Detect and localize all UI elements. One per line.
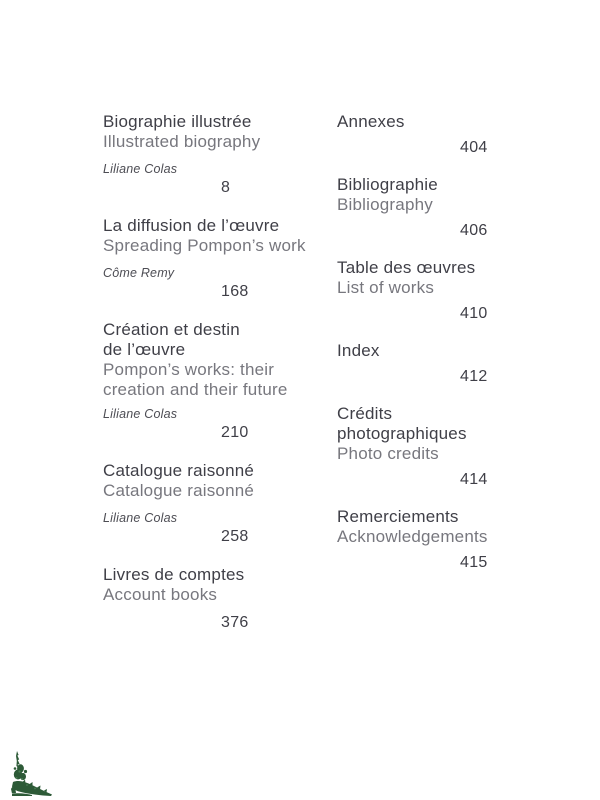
- entry-page-number: 412: [460, 368, 488, 385]
- toc-entry: [103, 461, 313, 546]
- corner-foliage-ornament-icon: [10, 751, 52, 796]
- toc-right-column: [337, 112, 537, 590]
- entry-title-en-line: Account books: [103, 585, 218, 604]
- entry-title-en-line: Pompon’s works: their: [103, 360, 275, 379]
- entry-page-number: 168: [221, 283, 249, 300]
- entry-page-number: 258: [221, 528, 249, 545]
- entry-title-fr-line: de l’œuvre: [103, 340, 186, 359]
- entry-title-en-line: Spreading Pompon’s work: [103, 236, 306, 255]
- toc-entry: [337, 112, 537, 157]
- entry-title-fr-line: La diffusion de l’œuvre: [103, 216, 280, 235]
- entry-author: Liliane Colas: [103, 407, 178, 421]
- entry-title-en-line: Photo credits: [337, 444, 439, 463]
- entry-title-fr-line: photographiques: [337, 424, 467, 443]
- entry-title-en-line: Acknowledgements: [337, 527, 488, 546]
- entry-title-en-line: List of works: [337, 278, 435, 297]
- entry-page-number: 210: [221, 424, 249, 441]
- entry-title-fr-line: Création et destin: [103, 320, 240, 339]
- entry-title-en-line: creation and their future: [103, 380, 288, 399]
- toc-entry: [337, 258, 537, 323]
- entry-author: Côme Remy: [103, 266, 175, 280]
- entry-title-en-line: Bibliography: [337, 195, 433, 214]
- entry-title-fr-line: Crédits: [337, 404, 393, 423]
- entry-page-number: 414: [460, 471, 488, 488]
- toc-entry: [337, 175, 537, 240]
- entry-title-en-line: Catalogue raisonné: [103, 481, 255, 500]
- entry-title-fr-line: Biographie illustrée: [103, 112, 252, 131]
- entry-title-fr-line: Remerciements: [337, 507, 459, 526]
- entry-title-fr-line: Table des œuvres: [337, 258, 476, 277]
- toc-entry: [103, 565, 313, 632]
- entry-author: Liliane Colas: [103, 162, 178, 176]
- toc-entry: [337, 507, 537, 572]
- entry-page-number: 404: [460, 139, 488, 156]
- entry-page-number: 8: [221, 179, 231, 196]
- entry-page-number: 415: [460, 554, 488, 571]
- entry-title-fr-line: Livres de comptes: [103, 565, 245, 584]
- toc-entry: [337, 341, 537, 386]
- entry-title-fr-line: Bibliographie: [337, 175, 438, 194]
- toc-entry: [103, 112, 313, 197]
- entry-author: Liliane Colas: [103, 511, 178, 525]
- toc-left-column: [103, 112, 313, 651]
- toc-entry: [337, 404, 537, 489]
- entry-title-fr-line: Catalogue raisonné: [103, 461, 255, 480]
- entry-title-fr-line: Annexes: [337, 112, 405, 131]
- entry-page-number: 376: [221, 614, 249, 631]
- entry-page-number: 410: [460, 305, 488, 322]
- entry-title-fr-line: Index: [337, 341, 380, 360]
- entry-page-number: 406: [460, 222, 488, 239]
- toc-entry: [103, 216, 313, 301]
- toc-entry: [103, 320, 313, 442]
- entry-title-en-line: Illustrated biography: [103, 132, 261, 151]
